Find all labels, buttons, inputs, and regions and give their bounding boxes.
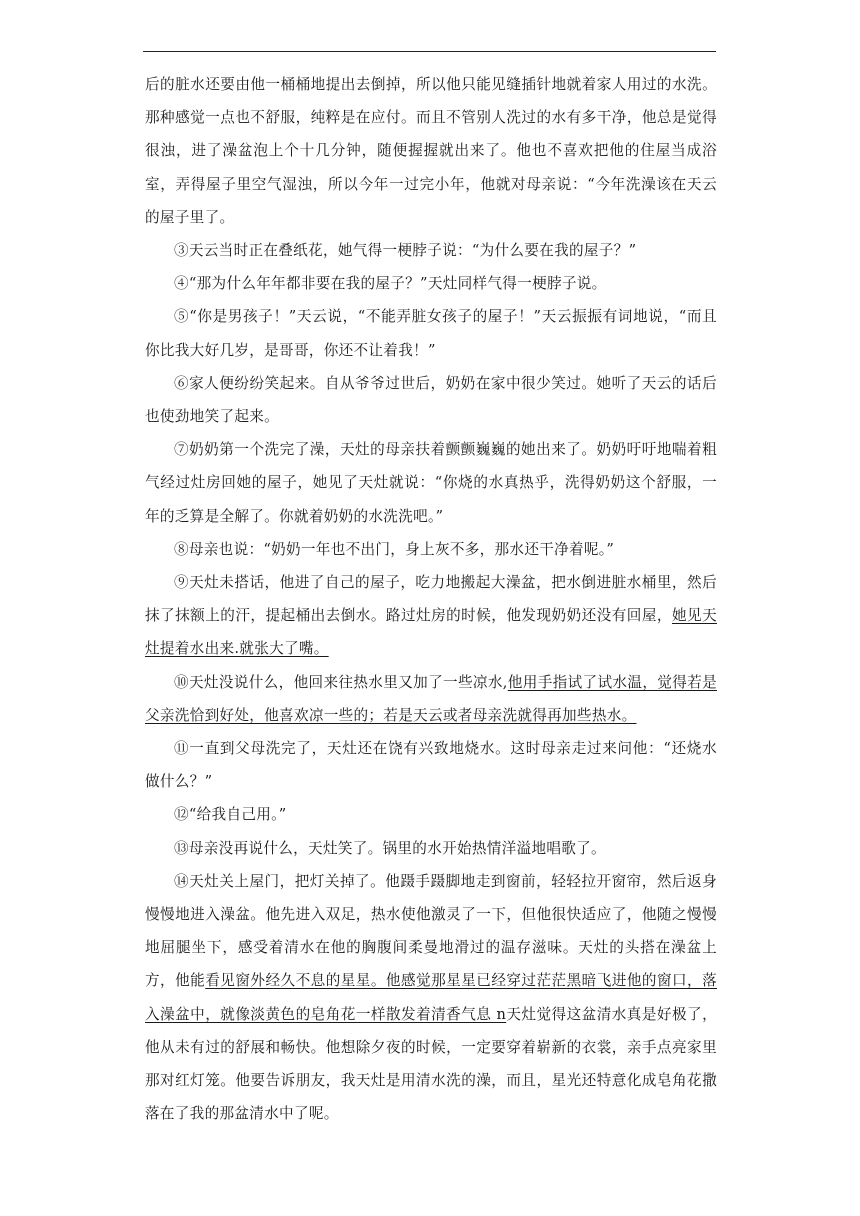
header-rule bbox=[143, 51, 716, 52]
underlined-text: 她见天灶提着水出来.就张大了嘴。 bbox=[145, 607, 717, 658]
paragraph bbox=[145, 367, 717, 433]
paragraph-text: ⑪一直到父母洗完了，天灶还在饶有兴致地烧水。这时母亲走过来问他：“还烧水做什么？” bbox=[145, 740, 717, 791]
paragraph-text: ⑦奶奶第一个洗完了澡，天灶的母亲扶着颤颤巍巍的她出来了。奶奶吁吁地喘着粗气经过灶房回她的屋子，她见了天灶就说：“你烧的水真热乎，洗得奶奶这个舒服，一年的乏算是全解了。你就着奶奶的水洗洗吧。” bbox=[145, 441, 717, 525]
underlined-text: 看见窗外经久不息的星星。他感觉那星星已经穿过茫茫黑暗飞进他的窗口，落入澡盆中，就像淡黄色的皂角花一样散发着清香气息 n bbox=[145, 972, 718, 1023]
paragraph-text: ⑥家人便纷纷笑起来。自从爷爷过世后，奶奶在家中很少笑过。她听了天云的话后也使劲地笑了起来。 bbox=[145, 374, 717, 426]
paragraph-text: ⑤“你是男孩子！”天云说，“不能弄脏女孩子的屋子！”天云振振有词地说，“而且你比我大好几岁，是哥哥，你还不让着我！” bbox=[145, 308, 717, 359]
paragraph-text: ⑬母亲没再说什么，天灶笑了。锅里的水开始热情洋溢地唱歌了。 bbox=[174, 839, 606, 857]
paragraph bbox=[145, 566, 717, 666]
paragraph-text: ⑨天灶未搭话，他进了自己的屋子，吃力地搬起大澡盆，把水倒进脏水桶里，然后抹了抹额上的汗，提起桶出去倒水。路过灶房的时候，他发现奶奶还没有回屋， bbox=[145, 574, 717, 625]
paragraph-text: ⑫“给我自己用。” bbox=[174, 806, 287, 824]
paragraph bbox=[145, 533, 717, 566]
paragraph bbox=[145, 267, 717, 300]
paragraph bbox=[145, 732, 717, 798]
underlined-text: 他用手指试了试水温，觉得若是父亲洗恰到好处，他喜欢凉一些的；若是天云或者母亲洗就得再加些热水。 bbox=[145, 673, 717, 724]
paragraph bbox=[145, 68, 717, 234]
document-body bbox=[145, 68, 717, 1131]
paragraph-text: 天灶觉得这盆清水真是好极了，他从未有过的舒展和畅快。他想除夕夜的时候，一定要穿着崭新的衣裳，亲手点亮家里那对红灯笼。他要告诉朋友，我天灶是用清水洗的澡，而且，星光还特意化成皂角花撒落在了我的那盆清水中了呢。 bbox=[145, 1005, 717, 1123]
paragraph bbox=[145, 666, 717, 732]
paragraph-text: ⑩天灶没说什么，他回来往热水里又加了一些凉水, bbox=[174, 673, 508, 691]
paragraph-text: ⑭天灶关上屋门，把灯关掉了。他蹑手蹑脚地走到窗前，轻轻拉开窗帘，然后返身慢慢地进入澡盆。他先进入双足，热水使他激灵了一下，但他很快适应了，他随之慢慢地屈腿坐下，感受着清水在他的胸腹间柔曼地滑过的温存滋味。天灶的头搭在澡盆上方，他能 bbox=[145, 872, 717, 990]
paragraph bbox=[145, 832, 717, 865]
paragraph-text: 后的脏水还要由他一桶桶地提出去倒掉，所以他只能见缝插针地就着家人用过的水洗。那种感觉一点也不舒服，纯粹是在应付。而且不管别人洗过的水有多干净，他总是觉得很浊，进了澡盆泡上个十几分钟，随便握握就出来了。他也不喜欢把他的住屋当成浴室，弄得屋子里空气湿浊，所以今年一过完小年，他就对母亲说：“今年洗澡该在天云的屋子里了。 bbox=[145, 76, 717, 226]
paragraph bbox=[145, 433, 717, 533]
paragraph bbox=[145, 798, 717, 831]
paragraph bbox=[145, 234, 717, 267]
paragraph-text: ⑧母亲也说：“奶奶一年也不出门，身上灰不多，那水还干净着呢。” bbox=[174, 540, 615, 558]
paragraph-text: ③天云当时正在叠纸花，她气得一梗脖子说：“为什么要在我的屋子？” bbox=[174, 242, 637, 260]
paragraph bbox=[145, 865, 717, 1131]
paragraph-text: ④“那为什么年年都非要在我的屋子？”天灶同样气得一梗脖子说。 bbox=[174, 275, 607, 293]
paragraph bbox=[145, 300, 717, 366]
